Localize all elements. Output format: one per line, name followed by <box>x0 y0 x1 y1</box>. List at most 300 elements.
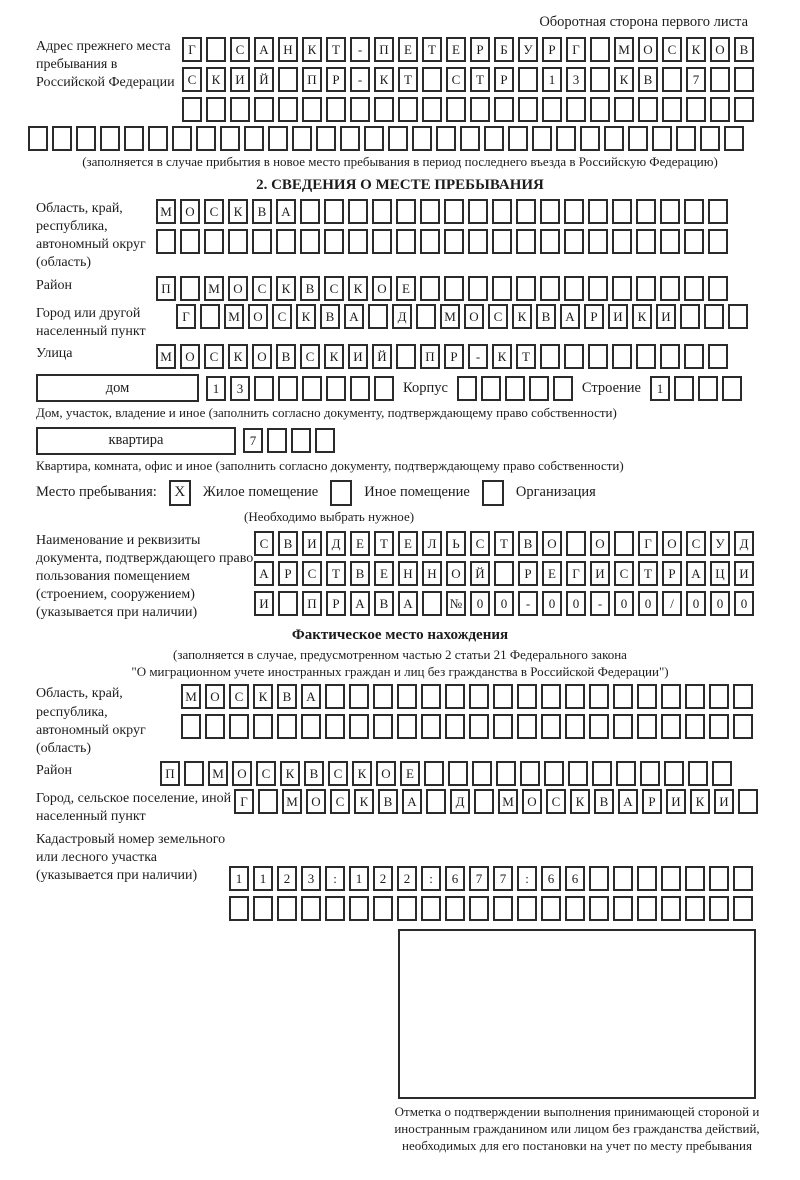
char-cell: 6 <box>565 866 585 891</box>
house-cells <box>206 376 394 401</box>
char-cell <box>52 126 72 151</box>
char-cell: С <box>254 531 274 556</box>
char-cell: 0 <box>734 591 754 616</box>
char-cell: С <box>488 304 508 329</box>
char-cell: Д <box>326 531 346 556</box>
char-cell <box>457 376 477 401</box>
char-cell: В <box>378 789 398 814</box>
char-cell: И <box>230 67 250 92</box>
char-cell: Й <box>372 344 392 369</box>
char-cell <box>588 276 608 301</box>
char-cell <box>469 896 489 921</box>
char-cell: Д <box>450 789 470 814</box>
char-cell <box>421 896 441 921</box>
char-cell: Р <box>584 304 604 329</box>
char-cell: Т <box>374 531 394 556</box>
char-cell <box>636 276 656 301</box>
char-cell: К <box>492 344 512 369</box>
char-cell <box>493 896 513 921</box>
char-cell: С <box>662 37 682 62</box>
prev-address-label: Адрес прежнего места пребывания в Российской Федерации <box>36 39 175 91</box>
char-cell <box>661 714 681 739</box>
char-cell <box>278 591 298 616</box>
char-cell: Е <box>398 37 418 62</box>
char-cell <box>28 126 48 151</box>
char-cell: 3 <box>566 67 586 92</box>
kadastr-label: Кадастровый номер земельного или лесного участка (указывается при наличии) <box>36 831 226 883</box>
char-cell <box>637 896 657 921</box>
char-cell <box>637 714 657 739</box>
korpus-cells <box>457 376 573 401</box>
char-cell <box>493 714 513 739</box>
char-cell <box>228 229 248 254</box>
char-cell: Т <box>638 561 658 586</box>
char-cell <box>580 126 600 151</box>
char-cell <box>396 199 416 224</box>
char-cell <box>350 376 370 401</box>
char-cell: В <box>320 304 340 329</box>
prev-address-caption: (заполняется в случае прибытия в новое место пребывания в период последнего въезда в Российскую Федерацию) <box>82 154 718 169</box>
char-cell <box>373 896 393 921</box>
char-cell: 2 <box>277 866 297 891</box>
char-cell <box>613 896 633 921</box>
field-fact-oblast <box>36 684 764 758</box>
char-cell <box>734 97 754 122</box>
char-cell <box>710 97 730 122</box>
char-cell <box>445 684 465 709</box>
char-cell <box>709 896 729 921</box>
char-cell: Р <box>662 561 682 586</box>
char-cell: Т <box>470 67 490 92</box>
char-cell: Р <box>542 37 562 62</box>
char-cell <box>368 304 388 329</box>
fact-oblast-label: Область, край, республика, автономный округ (область) <box>36 686 146 756</box>
oblast-label: Область, край, республика, автономный округ (область) <box>36 200 146 271</box>
char-cell <box>348 199 368 224</box>
char-cell <box>278 67 298 92</box>
char-cell <box>492 199 512 224</box>
char-cell: И <box>666 789 686 814</box>
char-cell: А <box>402 789 422 814</box>
char-cell <box>710 67 730 92</box>
char-cell <box>172 126 192 151</box>
char-cell: П <box>156 276 176 301</box>
char-cell <box>674 376 694 401</box>
char-cell: В <box>734 37 754 62</box>
char-cell: К <box>348 276 368 301</box>
char-cell: Е <box>542 561 562 586</box>
char-cell <box>728 304 748 329</box>
char-cell: С <box>182 67 202 92</box>
char-cell <box>636 344 656 369</box>
char-cell <box>590 37 610 62</box>
document-cell-rows <box>254 531 754 623</box>
char-cell <box>302 376 322 401</box>
char-cell <box>589 714 609 739</box>
stay-type-label: Место пребывания: <box>36 484 157 501</box>
char-cell: М <box>224 304 244 329</box>
char-cell: А <box>276 199 296 224</box>
char-cell: А <box>398 591 418 616</box>
char-cell <box>444 276 464 301</box>
char-cell <box>412 126 432 151</box>
char-cell <box>267 428 287 453</box>
char-cell <box>637 684 657 709</box>
char-cell: О <box>306 789 326 814</box>
char-cell: : <box>421 866 441 891</box>
field-kadastr <box>36 830 764 921</box>
char-cell <box>733 896 753 921</box>
char-cell <box>268 126 288 151</box>
char-cell: К <box>614 67 634 92</box>
char-cell <box>325 684 345 709</box>
char-cell: 6 <box>541 866 561 891</box>
char-cell <box>566 97 586 122</box>
char-cell <box>205 714 225 739</box>
stay-type-row <box>36 480 764 506</box>
char-cell <box>612 276 632 301</box>
char-cell <box>688 761 708 786</box>
char-cell <box>364 126 384 151</box>
char-cell <box>660 276 680 301</box>
char-cell <box>564 276 584 301</box>
char-cell: О <box>228 276 248 301</box>
char-cell <box>196 126 216 151</box>
char-cell <box>589 684 609 709</box>
char-cell <box>564 229 584 254</box>
char-cell: Р <box>518 561 538 586</box>
char-cell: М <box>498 789 518 814</box>
char-cell: Д <box>734 531 754 556</box>
char-cell: С <box>330 789 350 814</box>
raion-row <box>156 276 728 301</box>
char-cell: К <box>296 304 316 329</box>
char-cell <box>148 126 168 151</box>
char-cell <box>517 684 537 709</box>
char-cell: В <box>638 67 658 92</box>
field-fact-raion <box>36 761 764 786</box>
char-cell <box>468 276 488 301</box>
char-cell: В <box>518 531 538 556</box>
char-cell <box>470 97 490 122</box>
char-cell <box>397 896 417 921</box>
char-cell: 7 <box>469 866 489 891</box>
char-cell <box>652 126 672 151</box>
char-cell: К <box>302 37 322 62</box>
char-cell <box>421 714 441 739</box>
char-cell: Н <box>278 37 298 62</box>
document-row-2 <box>254 561 754 586</box>
char-cell <box>592 761 612 786</box>
house-box: дом <box>36 374 199 402</box>
char-cell <box>340 126 360 151</box>
char-cell <box>664 761 684 786</box>
char-cell <box>709 866 729 891</box>
kadastr-cell-rows <box>229 866 753 921</box>
char-cell: О <box>522 789 542 814</box>
char-cell: 7 <box>243 428 263 453</box>
char-cell <box>564 344 584 369</box>
char-cell <box>640 761 660 786</box>
apartment-row <box>36 427 764 455</box>
char-cell <box>685 684 705 709</box>
char-cell: К <box>253 684 273 709</box>
char-cell <box>684 276 704 301</box>
char-cell <box>589 866 609 891</box>
char-cell: 0 <box>614 591 634 616</box>
prev-address-row-1 <box>182 37 754 62</box>
char-cell <box>468 199 488 224</box>
char-cell <box>348 229 368 254</box>
char-cell <box>444 229 464 254</box>
char-cell: К <box>276 276 296 301</box>
prev-address-row-4 <box>28 126 764 151</box>
char-cell <box>541 684 561 709</box>
char-cell <box>206 37 226 62</box>
char-cell <box>518 97 538 122</box>
char-cell: № <box>446 591 466 616</box>
char-cell: С <box>230 37 250 62</box>
organization-label: Организация <box>515 484 596 501</box>
char-cell: - <box>350 67 370 92</box>
oblast-row-2 <box>156 229 728 254</box>
char-cell <box>422 591 442 616</box>
char-cell: 1 <box>349 866 369 891</box>
kadastr-row-1 <box>229 866 753 891</box>
char-cell <box>698 376 718 401</box>
char-cell <box>230 97 250 122</box>
char-cell: А <box>344 304 364 329</box>
char-cell <box>613 684 633 709</box>
char-cell <box>204 229 224 254</box>
fact-gorod-row <box>234 789 758 826</box>
stroenie-label: Строение <box>581 379 641 396</box>
residential-label: Жилое помещение <box>202 484 319 501</box>
char-cell: В <box>276 344 296 369</box>
gorod-row <box>176 304 748 341</box>
char-cell: 7 <box>493 866 513 891</box>
char-cell <box>518 67 538 92</box>
char-cell <box>568 761 588 786</box>
char-cell <box>680 304 700 329</box>
char-cell <box>484 126 504 151</box>
char-cell <box>589 896 609 921</box>
char-cell <box>472 761 492 786</box>
char-cell: С <box>614 561 634 586</box>
char-cell <box>277 714 297 739</box>
char-cell <box>590 67 610 92</box>
char-cell: - <box>468 344 488 369</box>
char-cell <box>613 714 633 739</box>
char-cell: О <box>248 304 268 329</box>
char-cell <box>420 229 440 254</box>
char-cell: 1 <box>542 67 562 92</box>
char-cell <box>156 229 176 254</box>
char-cell <box>685 714 705 739</box>
char-cell <box>326 376 346 401</box>
fact-raion-label: Район <box>36 763 72 779</box>
char-cell: С <box>324 276 344 301</box>
char-cell <box>436 126 456 151</box>
char-cell <box>424 761 444 786</box>
char-cell <box>315 428 335 453</box>
char-cell <box>686 97 706 122</box>
char-cell: К <box>228 344 248 369</box>
char-cell <box>421 684 441 709</box>
checkbox-other-premises <box>330 480 352 506</box>
char-cell <box>324 199 344 224</box>
char-cell <box>291 428 311 453</box>
char-cell <box>494 97 514 122</box>
char-cell: М <box>181 684 201 709</box>
char-cell <box>350 97 370 122</box>
fact-caption-2: "О миграционном учете иностранных граждан и лиц без гражданства в Российской Федерации") <box>131 663 669 679</box>
char-cell: Н <box>398 561 418 586</box>
apartment-caption: Квартира, комната, офис и иное (заполнить согласно документу, подтверждающему право собственности) <box>36 457 624 473</box>
char-cell: А <box>350 591 370 616</box>
char-cell <box>325 714 345 739</box>
field-raion <box>36 276 764 301</box>
char-cell: О <box>252 344 272 369</box>
char-cell: 1 <box>206 376 226 401</box>
char-cell: / <box>662 591 682 616</box>
char-cell: В <box>252 199 272 224</box>
char-cell: Д <box>392 304 412 329</box>
char-cell: В <box>304 761 324 786</box>
char-cell: М <box>614 37 634 62</box>
char-cell <box>445 714 465 739</box>
fact-oblast-cell-rows <box>181 684 753 758</box>
char-cell <box>638 97 658 122</box>
fact-title: Фактическое место нахождения <box>291 626 509 643</box>
char-cell: С <box>446 67 466 92</box>
char-cell <box>349 714 369 739</box>
fact-oblast-row-1 <box>181 684 753 709</box>
char-cell <box>374 376 394 401</box>
char-cell <box>445 896 465 921</box>
char-cell: - <box>590 591 610 616</box>
char-cell <box>628 126 648 151</box>
char-cell <box>100 126 120 151</box>
char-cell: С <box>470 531 490 556</box>
document-row-3 <box>254 591 754 616</box>
char-cell: 2 <box>373 866 393 891</box>
char-cell <box>278 376 298 401</box>
char-cell: И <box>714 789 734 814</box>
char-cell <box>662 67 682 92</box>
char-cell <box>469 684 489 709</box>
stay-type-note: (Необходимо выбрать нужное) <box>244 508 415 524</box>
char-cell: 1 <box>650 376 670 401</box>
house-caption: Дом, участок, владение и иное (заполнить согласно документу, подтверждающему право собственности) <box>36 405 617 421</box>
char-cell <box>565 684 585 709</box>
prev-address-cell-rows <box>182 37 754 122</box>
char-cell <box>541 896 561 921</box>
char-cell <box>277 896 297 921</box>
char-cell: Е <box>350 531 370 556</box>
char-cell <box>738 789 758 814</box>
char-cell <box>446 97 466 122</box>
char-cell <box>612 199 632 224</box>
char-cell <box>388 126 408 151</box>
char-cell <box>590 97 610 122</box>
char-cell <box>326 97 346 122</box>
char-cell: 3 <box>230 376 250 401</box>
char-cell: : <box>325 866 345 891</box>
char-cell: С <box>252 276 272 301</box>
char-cell <box>373 714 393 739</box>
char-cell <box>529 376 549 401</box>
char-cell <box>492 276 512 301</box>
char-cell: К <box>354 789 374 814</box>
char-cell: В <box>350 561 370 586</box>
section2-title: 2. СВЕДЕНИЯ О МЕСТЕ ПРЕБЫВАНИЯ <box>256 176 544 193</box>
char-cell <box>496 761 516 786</box>
char-cell <box>180 276 200 301</box>
char-cell <box>566 531 586 556</box>
char-cell: М <box>282 789 302 814</box>
char-cell: К <box>280 761 300 786</box>
char-cell <box>300 229 320 254</box>
char-cell <box>278 97 298 122</box>
field-prev-address <box>36 37 764 122</box>
char-cell <box>588 344 608 369</box>
char-cell: К <box>206 67 226 92</box>
char-cell <box>733 866 753 891</box>
char-cell <box>565 896 585 921</box>
char-cell <box>448 761 468 786</box>
char-cell: М <box>156 344 176 369</box>
char-cell <box>614 97 634 122</box>
document-row-1 <box>254 531 754 556</box>
char-cell <box>468 229 488 254</box>
char-cell <box>556 126 576 151</box>
char-cell: 6 <box>445 866 465 891</box>
char-cell: Ь <box>446 531 466 556</box>
char-cell: И <box>590 561 610 586</box>
char-cell: П <box>374 37 394 62</box>
char-cell: 7 <box>686 67 706 92</box>
char-cell: С <box>686 531 706 556</box>
checkbox-residential: X <box>169 480 191 506</box>
ulitsa-row <box>156 344 728 369</box>
char-cell: 1 <box>229 866 249 891</box>
char-cell <box>709 714 729 739</box>
char-cell: 1 <box>253 866 273 891</box>
char-cell: 0 <box>470 591 490 616</box>
char-cell <box>704 304 724 329</box>
char-cell <box>301 896 321 921</box>
char-cell: У <box>710 531 730 556</box>
char-cell: К <box>228 199 248 224</box>
char-cell: Т <box>398 67 418 92</box>
prev-address-row-3 <box>182 97 754 122</box>
char-cell: П <box>302 67 322 92</box>
char-cell: Г <box>234 789 254 814</box>
char-cell <box>662 97 682 122</box>
oblast-row-1 <box>156 199 728 224</box>
char-cell <box>76 126 96 151</box>
fact-caption-1: (заполняется в случае, предусмотренном частью 2 статьи 21 Федерального закона <box>173 646 627 662</box>
char-cell <box>660 229 680 254</box>
char-cell <box>684 229 704 254</box>
char-cell <box>700 126 720 151</box>
char-cell <box>724 126 744 151</box>
char-cell <box>685 896 705 921</box>
char-cell <box>544 761 564 786</box>
char-cell <box>316 126 336 151</box>
char-cell <box>505 376 525 401</box>
